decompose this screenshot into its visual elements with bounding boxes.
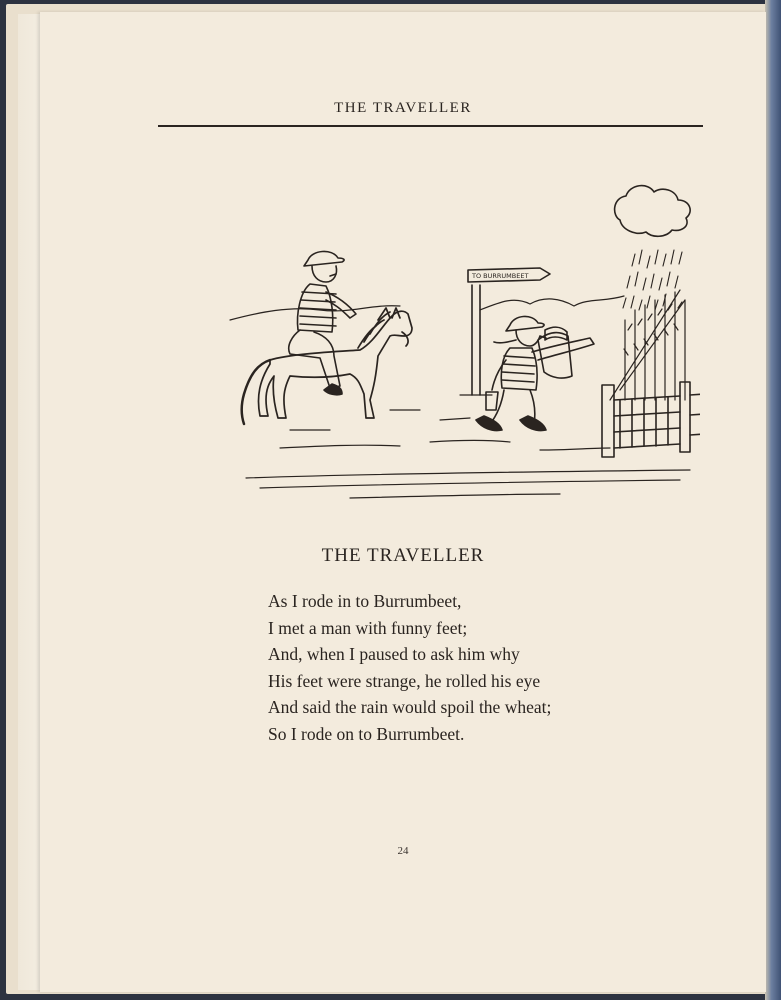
poem-text [268, 588, 688, 748]
swagman [476, 316, 594, 430]
rider [289, 251, 356, 394]
poem-line: I met a man with funny feet; [268, 617, 468, 638]
running-head: THE TRAVELLER [334, 100, 472, 116]
poem-line: As I rode in to Burrumbeet, [268, 591, 462, 611]
poem-line: So I rode on to Burrumbeet. [268, 723, 465, 744]
illustration-traveller [180, 180, 700, 500]
page-number: 24 [397, 845, 409, 857]
hills [230, 296, 624, 320]
poem-line: And said the rain would spoil the wheat; [268, 697, 552, 718]
ground [246, 410, 690, 498]
poem-line: His feet were strange, he rolled his eye [268, 670, 541, 691]
poem-line: And, when I paused to ask him why [268, 644, 520, 665]
book-page [40, 12, 766, 992]
poem-title: THE TRAVELLER [321, 545, 485, 566]
signpost-label: TO BURRUMBEET [472, 272, 529, 280]
cloud [615, 186, 691, 237]
head-rule [158, 125, 703, 127]
book-spine-edge [765, 0, 781, 1000]
